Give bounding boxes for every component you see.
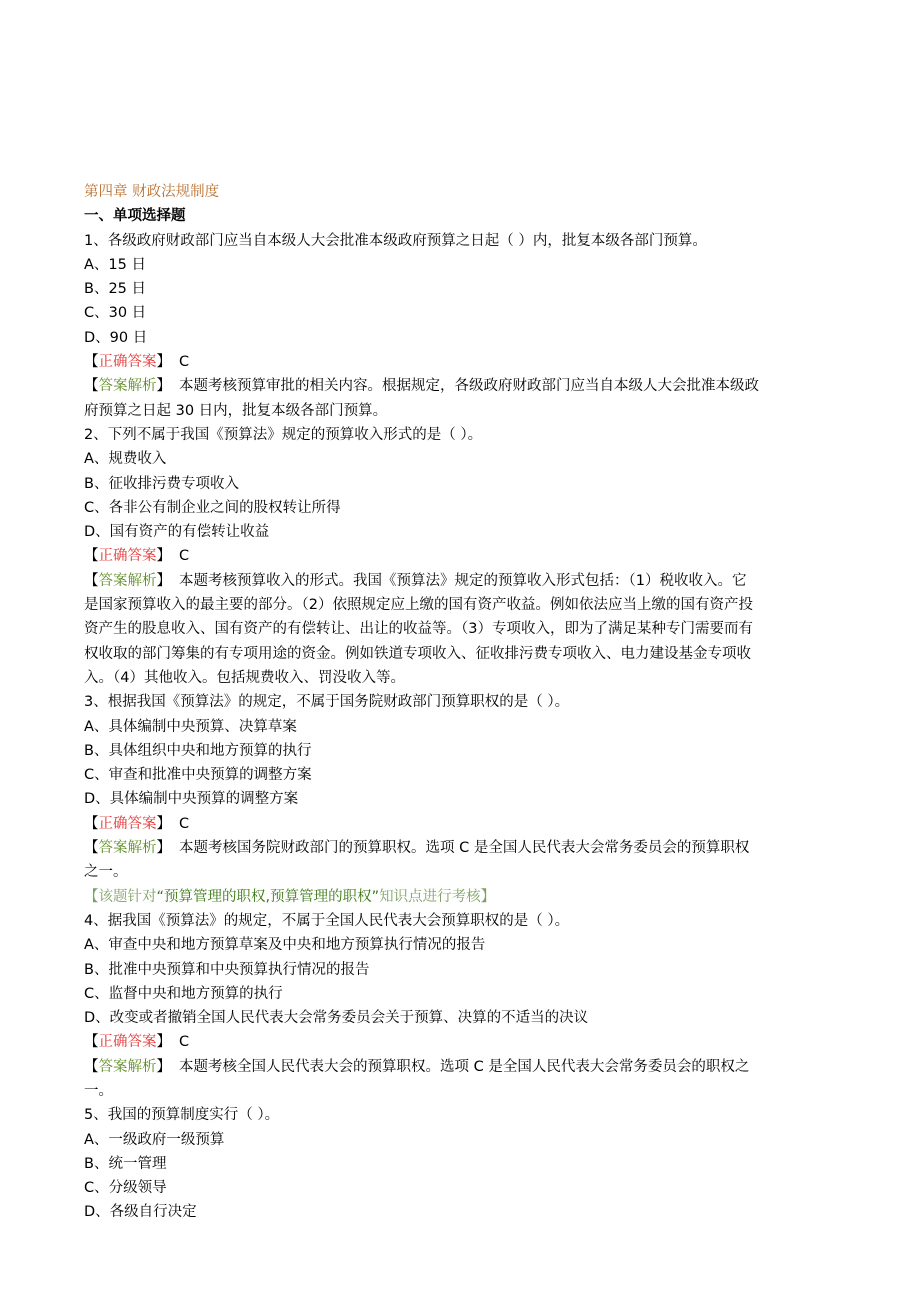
answer-label: 正确答案 <box>98 1034 157 1051</box>
analysis-text: 府预算之日起 30 日内，批复本级各部门预算。 <box>84 402 388 419</box>
answer-value: C <box>179 354 190 371</box>
question-stem: 4、据我国《预算法》的规定，不属于全国人民代表大会预算职权的是（ ）。 <box>84 912 570 929</box>
analysis-text: 本题考核预算收入的形式。我国《预算法》规定的预算收入形式包括：（1）税收收入。它 <box>179 572 747 589</box>
analysis-label: 答案解析 <box>98 1058 157 1075</box>
analysis-text: 本题考核全国人民代表大会的预算职权。选项 C 是全国人民代表大会常务委员会的职权之 <box>179 1058 750 1075</box>
question-3 <box>84 690 840 909</box>
option: A、规费收入 <box>84 451 167 468</box>
question-1 <box>84 229 840 423</box>
answer-row: 【正确答案】 C <box>84 354 190 371</box>
answer-value: C <box>179 815 190 832</box>
option: D、国有资产的有偿转让收益 <box>84 524 270 541</box>
analysis-text: 权收取的部门筹集的有专项用途的资金。例如铁道专项收入、征收排污费专项收入、电力建设基金专项收 <box>84 645 751 662</box>
analysis-text: 资产生的股息收入、国有资产的有偿转让、出让的收益等。（3）专项收入，即为了满足某种专门需要而有 <box>84 621 753 638</box>
answer-row: 【正确答案】 C <box>84 815 190 832</box>
option: A、15 日 <box>84 256 146 273</box>
analysis-row: 【答案解析】 本题考核国务院财政部门的预算职权。选项 C 是全国人民代表大会常务委员会的预算职权 <box>84 840 750 857</box>
analysis-text: 一。 <box>84 1082 113 1099</box>
answer-label: 正确答案 <box>98 548 157 565</box>
option: C、监督中央和地方预算的执行 <box>84 985 283 1002</box>
analysis-label: 答案解析 <box>98 840 157 857</box>
option: C、30 日 <box>84 305 147 322</box>
option: A、一级政府一级预算 <box>84 1131 225 1148</box>
analysis-text: 本题考核国务院财政部门的预算职权。选项 C 是全国人民代表大会常务委员会的预算职权 <box>179 840 750 857</box>
option: B、征收排污费专项收入 <box>84 475 239 492</box>
knowledge-point-note: 【该题针对“预算管理的职权,预算管理的职权”知识点进行考核】 <box>84 888 496 905</box>
analysis-text: 之一。 <box>84 864 128 881</box>
knowledge-point: “预算管理的职权,预算管理的职权” <box>156 888 380 905</box>
option: D、具体编制中央预算的调整方案 <box>84 791 299 808</box>
document-body <box>84 180 840 1225</box>
option: C、各非公有制企业之间的股权转让所得 <box>84 499 341 516</box>
option: C、审查和批准中央预算的调整方案 <box>84 767 312 784</box>
option: C、分级领导 <box>84 1180 167 1197</box>
analysis-label: 答案解析 <box>98 572 157 589</box>
option: B、具体组织中央和地方预算的执行 <box>84 742 312 759</box>
answer-value: C <box>179 1034 190 1051</box>
analysis-text: 本题考核预算审批的相关内容。根据规定，各级政府财政部门应当自本级人大会批准本级政 <box>179 378 759 395</box>
chapter-title: 第四章 财政法规制度 <box>84 184 220 200</box>
analysis-text: 入。（4）其他收入。包括规费收入、罚没收入等。 <box>84 669 405 686</box>
question-5 <box>84 1103 840 1224</box>
analysis-row: 【答案解析】 本题考核预算收入的形式。我国《预算法》规定的预算收入形式包括：（1）税收收入。它 <box>84 572 747 589</box>
analysis-text: 是国家预算收入的最主要的部分。（2）依照规定应上缴的国有资产收益。例如依法应当上缴的国有资产投 <box>84 597 753 614</box>
answer-row: 【正确答案】 C <box>84 548 190 565</box>
analysis-label: 答案解析 <box>98 378 157 395</box>
option: B、批准中央预算和中央预算执行情况的报告 <box>84 961 370 978</box>
question-stem: 1、各级政府财政部门应当自本级人大会批准本级政府预算之日起（ ）内，批复本级各部门预算。 <box>84 232 707 249</box>
answer-row: 【正确答案】 C <box>84 1034 190 1051</box>
option: D、90 日 <box>84 329 148 346</box>
question-stem: 2、下列不属于我国《预算法》规定的预算收入形式的是（ ）。 <box>84 426 483 443</box>
option: B、统一管理 <box>84 1155 167 1172</box>
option: B、25 日 <box>84 281 147 298</box>
analysis-row: 【答案解析】 本题考核预算审批的相关内容。根据规定，各级政府财政部门应当自本级人大会批准本级政 <box>84 378 759 395</box>
option: D、各级自行决定 <box>84 1204 197 1221</box>
answer-label: 正确答案 <box>98 815 157 832</box>
answer-value: C <box>179 548 190 565</box>
section-title: 一、单项选择题 <box>84 208 186 225</box>
question-2 <box>84 423 840 690</box>
question-4 <box>84 909 840 1103</box>
analysis-row: 【答案解析】 本题考核全国人民代表大会的预算职权。选项 C 是全国人民代表大会常务委员会的职权之 <box>84 1058 750 1075</box>
option: D、改变或者撤销全国人民代表大会常务委员会关于预算、决算的不适当的决议 <box>84 1010 589 1027</box>
question-stem: 3、根据我国《预算法》的规定，不属于国务院财政部门预算职权的是（ ）。 <box>84 694 570 711</box>
answer-label: 正确答案 <box>98 354 157 371</box>
option: A、审查中央和地方预算草案及中央和地方预算执行情况的报告 <box>84 937 486 954</box>
question-stem: 5、我国的预算制度实行（ ）。 <box>84 1107 280 1124</box>
option: A、具体编制中央预算、决算草案 <box>84 718 297 735</box>
